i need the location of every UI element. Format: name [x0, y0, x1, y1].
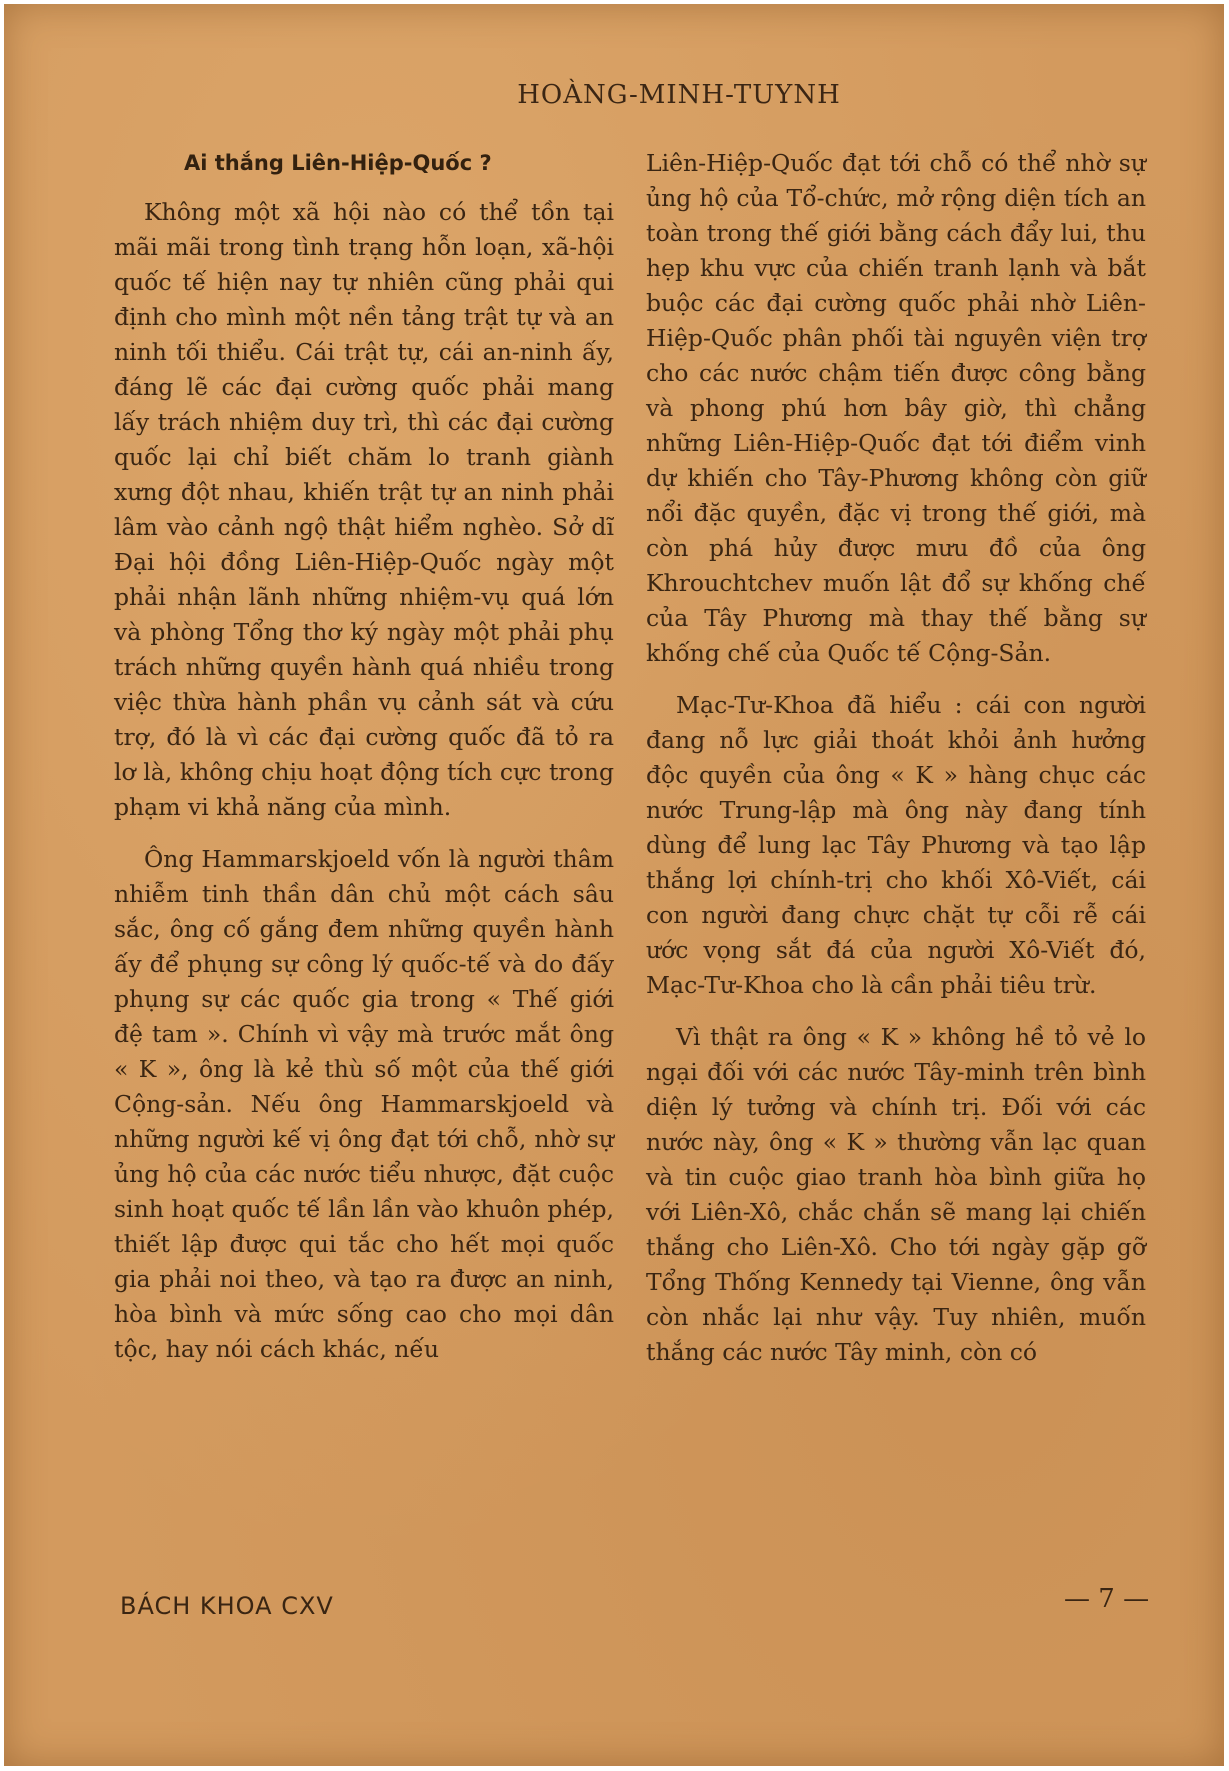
paragraph: Mạc-Tư-Khoa đã hiểu : cái con người đang nỗ lực giải thoát khỏi ảnh hưởng độc quyền của ông « K » hàng chục các nước Trung-lập mà ông này đang tính dùng để lung lạc Tây Phương và tạo lập thắng lợi chính-trị cho khối Xô-Viết, cái con người đang chực chặt tự cỗi rễ cái ước vọng sắt đá của người Xô-Viết đó, Mạc-Tư-Khoa cho là cần phải tiêu trừ. — [646, 691, 1146, 999]
publication-footer: BÁCH KHOA CXV — [120, 1592, 334, 1620]
running-head: HOÀNG-MINH-TUYNH — [517, 80, 841, 110]
paragraph: Vì thật ra ông « K » không hề tỏ vẻ lo ngại đối với các nước Tây-minh trên bình diện lý tưởng và chính trị. Đối với các nước này, ông « K » thường vẫn lạc quan và tin cuộc giao tranh hòa bình giữa họ với Liên-Xô, chắc chắn sẽ mang lại chiến thắng cho Liên-Xô. Cho tới ngày gặp gỡ Tổng Thống Kennedy tại Vienne, ông vẫn còn nhắc lại như vậy. Tuy nhiên, muốn thắng các nước Tây minh, còn có — [646, 1023, 1146, 1366]
document-page — [4, 4, 1224, 1766]
paragraph: Ông Hammarskjoeld vốn là người thâm nhiễm tinh thần dân chủ một cách sâu sắc, ông cố gắng đem những quyền hành ấy để phụng sự công lý quốc-tế và do đấy phụng sự các quốc gia trong « Thế giới đệ tam ». Chính vì vậy mà trước mắt ông « K », ông là kẻ thù số một của thế giới Cộng-sản. Nếu ông Hammarskjoeld và những người kế vị ông đạt tới chỗ, nhờ sự ủng hộ của các nước tiểu nhược, đặt cuộc sinh hoạt quốc tế lần lần vào khuôn phép, thiết lập được qui tắc cho hết mọi quốc gia phải noi theo, và tạo ra được an ninh, hòa bình và mức sống cao cho mọi dân tộc, hay nói cách khác, nếu — [114, 845, 614, 1363]
paragraph: Không một xã hội nào có thể tồn tại mãi mãi trong tình trạng hỗn loạn, xã-hội quốc tế hiện nay tự nhiên cũng phải qui định cho mình một nền tảng trật tự và an ninh tối thiểu. Cái trật tự, cái an-ninh ấy, đáng lẽ các đại cường quốc phải mang lấy trách nhiệm duy trì, thì các đại cường quốc lại chỉ biết chăm lo tranh giành xưng đột nhau, khiến trật tự an ninh phải lâm vào cảnh ngộ thật hiểm nghèo. Sở dĩ Đại hội đồng Liên-Hiệp-Quốc ngày một phải nhận lãnh những nhiệm-vụ quá lớn và phòng Tổng thơ ký ngày một phải phụ trách những quyền hành quá nhiều trong việc thừa hành phần vụ cảnh sát và cứu trợ, đó là vì các đại cường quốc đã tỏ ra lơ là, không chịu hoạt động tích cực trong phạm vi khả năng của mình. — [114, 198, 614, 821]
right-column — [646, 146, 1146, 1387]
section-heading: Ai thắng Liên-Hiệp-Quốc ? — [184, 151, 492, 175]
page-number: — 7 — — [1064, 1584, 1150, 1614]
left-column — [114, 146, 614, 1384]
paragraph: Liên-Hiệp-Quốc đạt tới chỗ có thể nhờ sự ủng hộ của Tổ-chức, mở rộng diện tích an toàn trong thế giới bằng cách đẩy lui, thu hẹp khu vực của chiến tranh lạnh và bắt buộc các đại cường quốc phải nhờ Liên-Hiệp-Quốc phân phối tài nguyên viện trợ cho các nước chậm tiến được công bằng và phong phú hơn bây giờ, thì chẳng những Liên-Hiệp-Quốc đạt tới điểm vinh dự khiến cho Tây-Phương không còn giữ nổi đặc quyền, đặc vị trong thế giới, mà còn phá hủy được mưu đồ của ông Khrouchtchev muốn lật đổ sự khống chế của Tây Phương mà thay thế bằng sự khống chế của Quốc tế Cộng-Sản. — [646, 149, 1146, 667]
